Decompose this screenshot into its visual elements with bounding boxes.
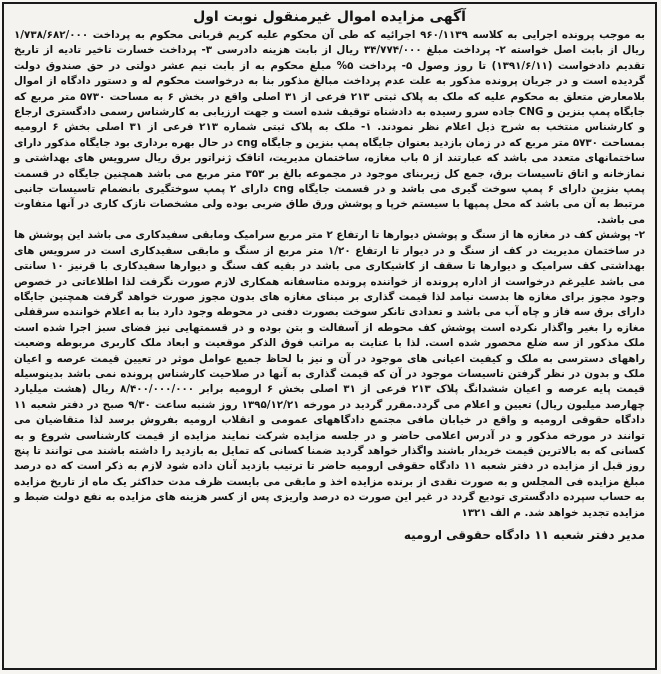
notice-body	[14, 28, 645, 521]
auction-notice	[2, 2, 657, 670]
paragraph-1: به موجب پرونده اجرایی به کلاسه ۹۶۰/۱۱۳۹ اجرائیه که طی آن محکوم علیه کریم قربانی محکوم به پرداخت ۱/۷۳۸/۶۸۲/۰۰۰ ریال از بابت اصل خواسته ۲- پرداخت مبلغ ۳۴/۷۷۴/۰۰۰ ریال از بابت هزینه دادرسی ۳- پرداخت خسارت تاخیر تادیه از تاریخ تقدیم دادخواست (۱۳۹۱/۶/۱۱) تا روز وصول ۵- پرداخت ۵% مبلغ محکوم به از بابت نیم عشر دولتی در حق صندوق دولت گردیده است و در جریان پرونده مذکور به علت عدم پرداخت مبالغ مذکور بنا به درخواست محکوم له و دستور دادگاه از اموال بلامعارض متعلق به محکوم علیه که ملک به پلاک ثبتی ۲۱۳ فرعی از ۳۱ اصلی واقع در بخش ۶ به مساحت ۵۷۳۰ متر مربع که جایگاه پمپ بنزین و CNG جاده سرو رسیده به دادشناه توقیف شده است و جهت ارزیابی به کارشناس رسمی دادگستری ارجاع و کارشناس منتخب به شرح ذیل اعلام نظر نمودند. ۱- ملک به پلاک ثبتی شماره ۲۱۳ فرعی از ۳۱ اصلی بخش ۶ ارومیه بمساحت ۵۷۳۰ متر مربع که در زمان بازدید بعنوان جایگاه پمپ بنزین و جایگاه cng در حال بهره برداری بود جایگاه مذکور دارای ساختمانهای متعدد می باشد که عبارتند از ۵ باب مغازه، ساختمان مدیریت، اتاقک ژنراتور برق ریال سرویس های بهداشتی و نمازخانه و اتاق تاسیسات برق، جمع کل زیربنای موجود در مجموعه بالغ بر ۳۵۳ متر مربع می باشد همچنین جایگاه در قسمت پمپ بنزین دارای ۶ پمپ سوخت گیری می باشد و در قسمت جایگاه cng دارای ۲ پمپ سوختگیری بانضمام تاسیسات جانبی مرتبط به آن می باشد که محل پمپها با سیستم خرپا و پوشش ورق طاق ضربی بوده ولی مشخصات نازک کاری در آنها متفاوت می باشد.	[14, 29, 646, 226]
notice-title: آگهی مزایده اموال غیرمنقول نوبت اول	[193, 9, 466, 25]
paragraph-2: ۲- پوشش کف در مغازه ها از سنگ و پوشش دیوارها تا ارتفاع ۲ متر مربع سرامیک ومابقی سفیدکاری می باشد این پوشش ها در ساختمان مدیریت در کف از سنگ و در دیوار تا ارتفاع ۱/۲۰ متر مربع از سنگ و مابقی سفیدکاری است در سرویس های بهداشتی کف سرامیک و دیوارها تا سقف از کاشیکاری می باشد در بقیه کف سنگ و دیوارها سفیدکاری با قرنیز ۱۰ سانتی می باشد علیرغم درخواست از اداره پرونده از خواننده پرونده متاسفانه همکاری لازم صورت نگرفت لذا اطلاعاتی در خصوص وجود مجوز برای مغازه ها بدست نیامد لذا قیمت گذاری بر مبنای مغازه های بدون مجوز صورت خواهد گرفت همچنین جایگاه دارای برق سه فاز و چاه آب می باشد و تعدادی تانکر سوخت بصورت دفنی در محوطه وجود دارد بنا به اعلام خواننده سرقفلی مغازه را بغیر واگذار نکرده است پوشش کف محوطه از آسفالت و بتن بوده و در قسمتهایی نیز فضای سبز اجرا شده است ملک مذکور از سه ضلع محصور شده است. لذا با عنایت به مراتب فوق الذکر موقعیت و ابعاد ملک کاربری مربوطه وضعیت راههای دسترسی به ملک و کیفیت اعیانی های موجود در آن و نیز با لحاظ جمیع عوامل موثر در تعیین قیمت عرصه و اعیان ملک و بدون در نظر گرفتن تاسیسات موجود در آن که قیمت گذاری به آنها در صلاحیت کارشناس پرونده نمی باشد بدینوسیله قیمت پایه عرصه و اعیان ششدانگ پلاک ۲۱۳ فرعی از ۳۱ اصلی بخش ۶ ارومیه برابر ۸/۴۰۰/۰۰۰/۰۰۰ ریال (هشت میلیارد چهارصد میلیون ریال) تعیین و اعلام می گردد.مقرر گردید در مورخه ۱۳۹۵/۱۲/۲۱ روز شنبه ساعت ۹/۳۰ صبح در دفتر شعبه ۱۱ دادگاه حقوقی ارومیه و واقع در خیابان مافی مجتمع دادگاههای عمومی و انقلاب ارومیه بفروش برسد لذا متقاضیان می توانند در مورخه مذکور و در آدرس اعلامی حاضر و در جلسه مزایده شرکت نمایند مزایده از قیمت کارشناسی شروع و به کسانی که به بالاترین قیمت خریدار باشند واگذار خواهد گردید ضمنا کسانی که تمایل به بازدید را داشته باشند می توانند تا پنج روز قبل از مزایده در دفتر شعبه ۱۱ دادگاه حقوقی ارومیه حاضر تا ترتیب بازدید آنان داده شود لازم به ذکر است که ده درصد مبلغ مزایده فی المجلس و به صورت نقدی از برنده مزایده اخذ و مابقی می بایست ظرف مدت حداکثر یک ماه از تاریخ مزایده به حساب سپرده دادگستری تودیع گردد در غیر این صورت ده درصد واریزی پس از کسر هزینه های مزایده به نفع دولت ضبط و مزایده تجدید خواهد شد. م الف ۱۳۲۱	[14, 229, 645, 519]
signature-line: مدیر دفتر شعبه ۱۱ دادگاه حقوقی ارومیه	[403, 528, 645, 542]
